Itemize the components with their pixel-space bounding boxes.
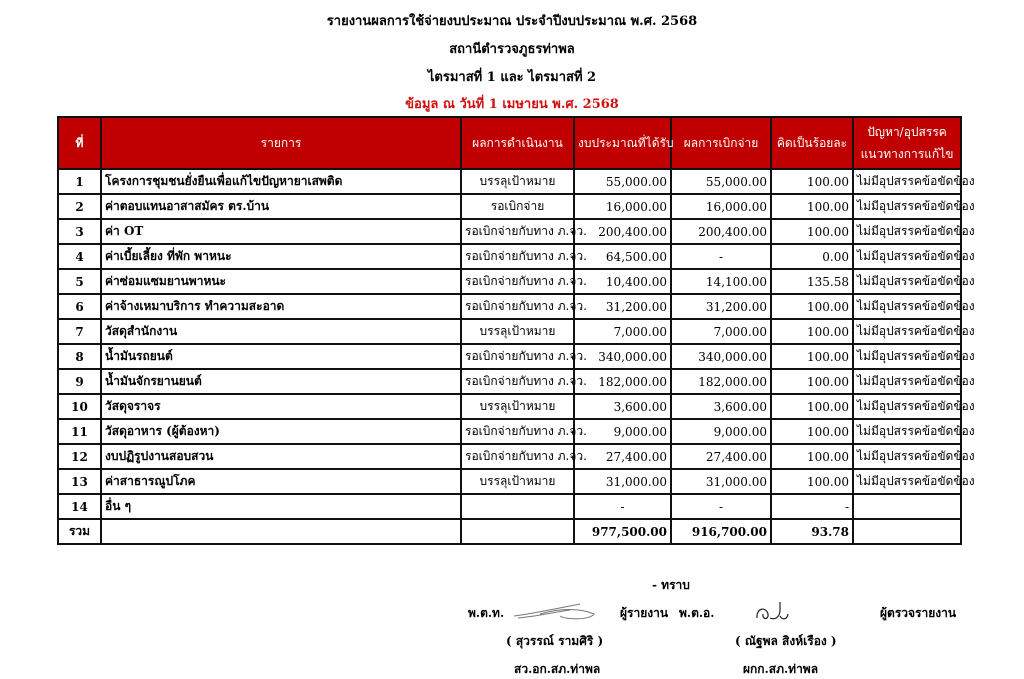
- row-no: 3: [58, 219, 101, 244]
- table-row: [58, 369, 961, 394]
- reporter-position: สว.อก.สภ.ท่าพล: [514, 662, 601, 676]
- row-issue: ไม่มีอุปสรรคข้อขัดข้อง: [853, 469, 961, 494]
- table-row: [58, 269, 961, 294]
- row-percent: 100.00: [771, 369, 853, 394]
- col-header-spent: ผลการเบิกจ่าย: [671, 117, 771, 169]
- row-no: 11: [58, 419, 101, 444]
- row-spent: 9,000.00: [671, 419, 771, 444]
- row-item: วัสดุสำนักงาน: [101, 319, 461, 344]
- row-percent: 100.00: [771, 169, 853, 194]
- table-row: [58, 319, 961, 344]
- row-issue: ไม่มีอุปสรรคข้อขัดข้อง: [853, 194, 961, 219]
- row-item: อื่น ๆ: [101, 494, 461, 519]
- row-item: โครงการชุมชนยั่งยืนเพื่อแก้ไขปัญหายาเสพติด: [101, 169, 461, 194]
- row-issue: [853, 494, 961, 519]
- row-issue: ไม่มีอุปสรรคข้อขัดข้อง: [853, 394, 961, 419]
- checker-signature-icon: [754, 598, 790, 624]
- row-item: งบปฏิรูปงานสอบสวน: [101, 444, 461, 469]
- row-no: 14: [58, 494, 101, 519]
- row-issue: ไม่มีอุปสรรคข้อขัดข้อง: [853, 444, 961, 469]
- quarter-label: ไตรมาสที่ 1 และ ไตรมาสที่ 2: [427, 70, 597, 85]
- table-row: [58, 169, 961, 194]
- row-no: 5: [58, 269, 101, 294]
- row-no: 13: [58, 469, 101, 494]
- row-no: 9: [58, 369, 101, 394]
- total-spent: 916,700.00: [671, 519, 771, 544]
- row-spent: -: [671, 494, 771, 519]
- row-status: บรรลุเป้าหมาย: [461, 319, 574, 344]
- row-item: น้ำมันรถยนต์: [101, 344, 461, 369]
- row-spent: 182,000.00: [671, 369, 771, 394]
- row-percent: 100.00: [771, 194, 853, 219]
- row-percent: 100.00: [771, 344, 853, 369]
- row-status: รอเบิกจ่ายกับทาง ภ.จว.: [461, 244, 574, 269]
- total-label: รวม: [58, 519, 101, 544]
- row-budget: -: [574, 494, 671, 519]
- row-item: ค่าเบี้ยเลี้ยง ที่พัก พาหนะ: [101, 244, 461, 269]
- row-percent: -: [771, 494, 853, 519]
- row-percent: 100.00: [771, 219, 853, 244]
- row-status: รอเบิกจ่ายกับทาง ภ.จว.: [461, 344, 574, 369]
- row-percent: 100.00: [771, 319, 853, 344]
- table-row: [58, 419, 961, 444]
- row-status: บรรลุเป้าหมาย: [461, 469, 574, 494]
- row-status: รอเบิกจ่ายกับทาง ภ.จว.: [461, 269, 574, 294]
- row-budget: 64,500.00: [574, 244, 671, 269]
- row-no: 7: [58, 319, 101, 344]
- row-item: ค่าจ้างเหมาบริการ ทำความสะอาด: [101, 294, 461, 319]
- row-issue: ไม่มีอุปสรรคข้อขัดข้อง: [853, 169, 961, 194]
- row-status: [461, 494, 574, 519]
- row-budget: 9,000.00: [574, 419, 671, 444]
- row-spent: 200,400.00: [671, 219, 771, 244]
- row-budget: 3,600.00: [574, 394, 671, 419]
- row-status: บรรลุเป้าหมาย: [461, 169, 574, 194]
- table-header-row: [58, 117, 961, 169]
- col-header-status: ผลการดำเนินงาน: [461, 117, 574, 169]
- row-spent: 16,000.00: [671, 194, 771, 219]
- table-row: [58, 194, 961, 219]
- checker-role: ผู้ตรวจรายงาน: [880, 606, 957, 620]
- col-header-no: ที่: [58, 117, 101, 169]
- row-budget: 182,000.00: [574, 369, 671, 394]
- row-item: ค่าสาธารณูปโภค: [101, 469, 461, 494]
- total-item-cell: [101, 519, 461, 544]
- row-percent: 100.00: [771, 394, 853, 419]
- table-row: [58, 344, 961, 369]
- reporter-role: ผู้รายงาน: [620, 606, 669, 620]
- total-row: [58, 519, 961, 544]
- row-item: ค่าตอบแทนอาสาสมัคร ตร.บ้าน: [101, 194, 461, 219]
- row-no: 10: [58, 394, 101, 419]
- reporter-name: ( สุวรรณ์ รามศิริ ): [506, 634, 604, 648]
- col-header-issue-line2: แนวทางการแก้ไข: [860, 147, 954, 161]
- reporter-signature-icon: [510, 600, 600, 624]
- row-spent: 3,600.00: [671, 394, 771, 419]
- col-header-percent: คิดเป็นร้อยละ: [771, 117, 853, 169]
- row-no: 6: [58, 294, 101, 319]
- checker-rank: พ.ต.อ.: [679, 606, 715, 620]
- row-spent: 27,400.00: [671, 444, 771, 469]
- as-of-date: ข้อมูล ณ วันที่ 1 เมษายน พ.ศ. 2568: [405, 97, 619, 112]
- row-item: วัสดุจราจร: [101, 394, 461, 419]
- row-spent: 55,000.00: [671, 169, 771, 194]
- row-budget: 27,400.00: [574, 444, 671, 469]
- row-status: บรรลุเป้าหมาย: [461, 394, 574, 419]
- row-status: รอเบิกจ่าย: [461, 194, 574, 219]
- row-status: รอเบิกจ่ายกับทาง ภ.จว.: [461, 294, 574, 319]
- row-spent: 14,100.00: [671, 269, 771, 294]
- row-spent: 31,000.00: [671, 469, 771, 494]
- total-status-cell: [461, 519, 574, 544]
- row-percent: 100.00: [771, 444, 853, 469]
- row-spent: 7,000.00: [671, 319, 771, 344]
- row-issue: ไม่มีอุปสรรคข้อขัดข้อง: [853, 244, 961, 269]
- report-title: รายงานผลการใช้จ่ายงบประมาณ ประจำปีงบประมาณ พ.ศ. 2568: [326, 14, 698, 29]
- row-budget: 55,000.00: [574, 169, 671, 194]
- row-budget: 31,000.00: [574, 469, 671, 494]
- total-issue-cell: [853, 519, 961, 544]
- row-item: วัสดุอาหาร (ผู้ต้องหา): [101, 419, 461, 444]
- total-percent: 93.78: [771, 519, 853, 544]
- row-item: ค่า OT: [101, 219, 461, 244]
- row-issue: ไม่มีอุปสรรคข้อขัดข้อง: [853, 294, 961, 319]
- checker-name: ( ณัฐพล สิงห์เรือง ): [735, 634, 837, 648]
- row-percent: 100.00: [771, 469, 853, 494]
- row-budget: 7,000.00: [574, 319, 671, 344]
- row-issue: ไม่มีอุปสรรคข้อขัดข้อง: [853, 419, 961, 444]
- row-budget: 200,400.00: [574, 219, 671, 244]
- table-row: [58, 294, 961, 319]
- row-percent: 0.00: [771, 244, 853, 269]
- row-percent: 100.00: [771, 419, 853, 444]
- row-budget: 16,000.00: [574, 194, 671, 219]
- budget-table: [57, 116, 975, 545]
- row-no: 2: [58, 194, 101, 219]
- station-name: สถานีตำรวจภูธรท่าพล: [449, 42, 575, 57]
- checker-position: ผกก.สภ.ท่าพล: [743, 662, 819, 676]
- table-row: [58, 494, 961, 519]
- row-percent: 100.00: [771, 294, 853, 319]
- row-issue: ไม่มีอุปสรรคข้อขัดข้อง: [853, 344, 961, 369]
- row-no: 12: [58, 444, 101, 469]
- col-header-issue: [853, 117, 961, 169]
- row-spent: -: [671, 244, 771, 269]
- col-header-budget: งบประมาณที่ได้รับ: [574, 117, 671, 169]
- total-budget: 977,500.00: [574, 519, 671, 544]
- row-status: รอเบิกจ่ายกับทาง ภ.จว.: [461, 419, 574, 444]
- row-spent: 340,000.00: [671, 344, 771, 369]
- row-issue: ไม่มีอุปสรรคข้อขัดข้อง: [853, 369, 961, 394]
- row-no: 1: [58, 169, 101, 194]
- row-budget: 10,400.00: [574, 269, 671, 294]
- table-row: [58, 244, 961, 269]
- row-status: รอเบิกจ่ายกับทาง ภ.จว.: [461, 369, 574, 394]
- col-header-issue-line1: ปัญหา/อุปสรรค: [867, 125, 947, 139]
- table-row: [58, 469, 961, 494]
- table-row: [58, 394, 961, 419]
- table-row: [58, 444, 961, 469]
- row-item: น้ำมันจักรยานยนต์: [101, 369, 461, 394]
- row-status: รอเบิกจ่ายกับทาง ภ.จว.: [461, 219, 574, 244]
- row-budget: 31,200.00: [574, 294, 671, 319]
- row-no: 8: [58, 344, 101, 369]
- reporter-rank: พ.ต.ท.: [468, 606, 505, 620]
- col-header-item: รายการ: [101, 117, 461, 169]
- row-budget: 340,000.00: [574, 344, 671, 369]
- row-issue: ไม่มีอุปสรรคข้อขัดข้อง: [853, 319, 961, 344]
- table-row: [58, 219, 961, 244]
- acknowledge-text: - ทราบ: [652, 578, 690, 592]
- row-spent: 31,200.00: [671, 294, 771, 319]
- row-percent: 135.58: [771, 269, 853, 294]
- row-issue: ไม่มีอุปสรรคข้อขัดข้อง: [853, 219, 961, 244]
- row-no: 4: [58, 244, 101, 269]
- row-status: รอเบิกจ่ายกับทาง ภ.จว.: [461, 444, 574, 469]
- row-item: ค่าซ่อมแซมยานพาหนะ: [101, 269, 461, 294]
- row-issue: ไม่มีอุปสรรคข้อขัดข้อง: [853, 269, 961, 294]
